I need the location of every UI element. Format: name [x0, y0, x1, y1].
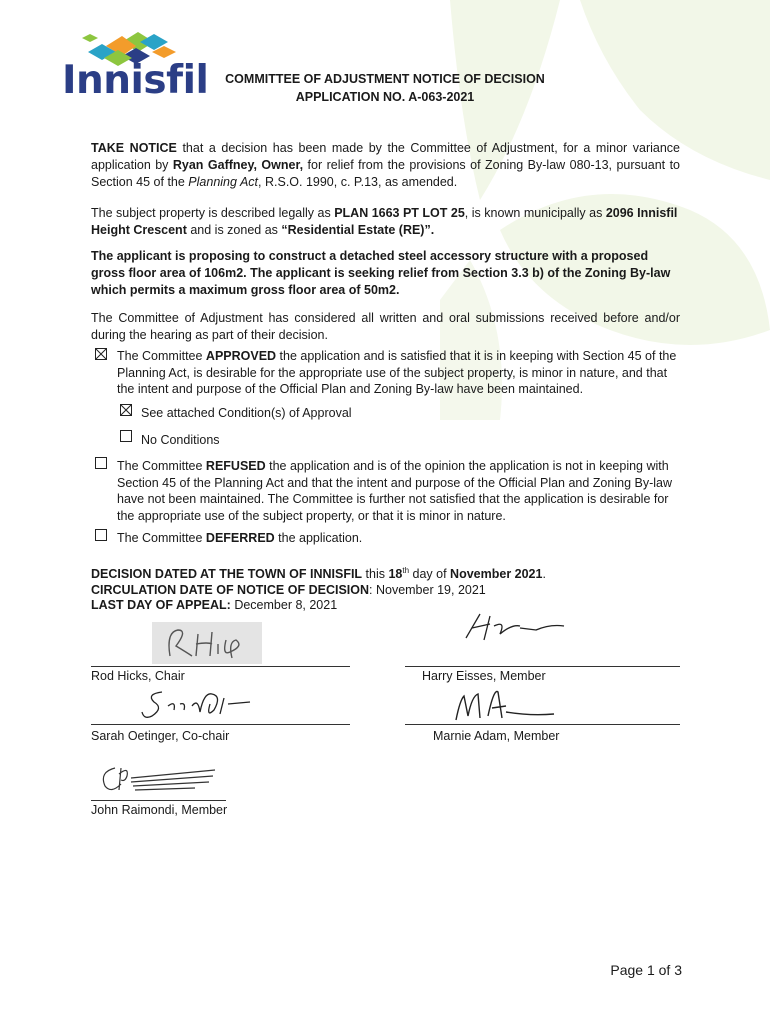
deferred-option	[117, 530, 362, 547]
refused-keyword: REFUSED	[205, 459, 266, 473]
logo-text: Innisfil	[62, 58, 209, 103]
decision-block	[91, 563, 680, 614]
decision-dated-line	[91, 563, 680, 583]
circulation-date-line	[91, 583, 680, 599]
signature-line	[91, 666, 350, 667]
take-notice-paragraph	[91, 140, 680, 191]
take-notice-label: TAKE NOTICE	[91, 141, 177, 155]
marnie-adam-signature	[450, 686, 570, 726]
legal-description: PLAN 1663 PT LOT 25	[334, 206, 465, 220]
municipal-address: 2096 Innisfil Height Crescent	[91, 206, 678, 237]
decision-day: 18	[388, 567, 403, 582]
signature-line	[405, 724, 680, 725]
approved-text-2: the application and is satisfied that it is in keeping with Section 45 of the Planning Act, is desirable for the appropriate use of the subject property, is minor in nature, and that the intent and purpose of the Official Plan and Zoning By-law have been maintained.	[117, 349, 677, 396]
consideration-paragraph: The Committee of Adjustment has considered all written and oral submissions received before and/or during the hearing as part of their decision.	[91, 311, 680, 342]
no-conditions-checkbox[interactable]	[120, 430, 132, 442]
para2-text-2: , is known municipally as	[464, 206, 606, 220]
application-number: APPLICATION NO. A-063-2021	[295, 90, 475, 104]
approved-option	[117, 348, 682, 398]
decision-month-year: November 2021	[450, 567, 543, 582]
sarah-oetinger-name: Sarah Oetinger, Co-chair	[91, 729, 230, 743]
para1-text-3: , R.S.O. 1990, c. P.13, as amended.	[258, 175, 458, 189]
signature-line	[405, 666, 680, 667]
deferred-text: The Committee	[117, 531, 206, 545]
zoning: “Residential Estate (RE)”.	[281, 223, 435, 237]
decision-period: .	[542, 567, 546, 582]
para2-text-3: and is zoned as	[186, 223, 282, 237]
circulation-date-value: : November 19, 2021	[369, 582, 486, 597]
check-x-icon	[121, 405, 131, 415]
no-conditions-label: No Conditions	[141, 433, 220, 447]
circulation-date-label: CIRCULATION DATE OF NOTICE OF DECISION	[91, 582, 370, 597]
refused-text: The Committee	[117, 459, 206, 473]
signature-line	[91, 800, 226, 801]
proposal-paragraph: The applicant is proposing to construct a detached steel accessory structure with a proposed gross floor area of 106m2. The applicant is seeking relief from Section 3.3 b) of the Zoning By-law which permits a maximum gross floor area of 50m2.	[91, 249, 671, 297]
page-number: Page 1 of 3	[610, 962, 682, 978]
harry-eisses-signature	[460, 608, 570, 648]
para1-text: that a decision has been made by the Committee of Adjustment, for a minor variance application by	[91, 141, 681, 172]
approved-text: The Committee	[117, 349, 206, 363]
rod-hicks-name: Rod Hicks, Chair	[91, 669, 185, 683]
appeal-date-line	[91, 598, 680, 614]
conditions-checkbox[interactable]	[120, 404, 132, 416]
para2-text: The subject property is described legally as	[91, 206, 335, 220]
deferred-checkbox[interactable]	[95, 529, 107, 541]
document-title: COMMITTEE OF ADJUSTMENT NOTICE OF DECISION	[225, 72, 545, 86]
conditions-label: See attached Condition(s) of Approval	[141, 406, 352, 420]
sarah-oetinger-signature	[140, 684, 260, 724]
deferred-keyword: DEFERRED	[205, 531, 275, 545]
appeal-date-label: LAST DAY OF APPEAL:	[91, 598, 231, 613]
john-raimondi-signature	[95, 760, 225, 800]
harry-eisses-name: Harry Eisses, Member	[422, 669, 546, 683]
planning-act: Planning Act	[188, 175, 259, 189]
approved-keyword: APPROVED	[205, 349, 277, 363]
rod-hicks-signature	[152, 622, 262, 664]
refused-checkbox[interactable]	[95, 457, 107, 469]
property-paragraph	[91, 205, 680, 239]
marnie-adam-name: Marnie Adam, Member	[433, 729, 560, 743]
approved-checkbox[interactable]	[95, 348, 107, 360]
appeal-date-value: December 8, 2021	[230, 598, 338, 613]
applicant-name: Ryan Gaffney, Owner,	[172, 158, 304, 172]
john-raimondi-name: John Raimondi, Member	[91, 803, 228, 817]
deferred-text-2: the application.	[274, 531, 363, 545]
check-x-icon	[96, 349, 106, 359]
decision-dated-label: DECISION DATED AT THE TOWN OF INNISFIL	[91, 567, 363, 582]
refused-option	[117, 458, 682, 524]
decision-day-of: day of	[409, 567, 451, 582]
decision-this: this	[362, 567, 389, 582]
refused-text-2: the application and is of the opinion the application is not in keeping with Section 45 of the Planning Act and that the intent and purpose of the Official Plan and Zoning By-law have not been maintained. The Committee is further not satisfied that the application is desirable for the appropriate use of the subject property, or that it is minor in nature.	[117, 459, 672, 523]
para1-text-2: for relief from the provisions of Zoning By-law 080-13, pursuant to Section 45 of the	[91, 158, 680, 189]
decision-day-suffix: th	[402, 566, 410, 575]
signature-line	[91, 724, 350, 725]
